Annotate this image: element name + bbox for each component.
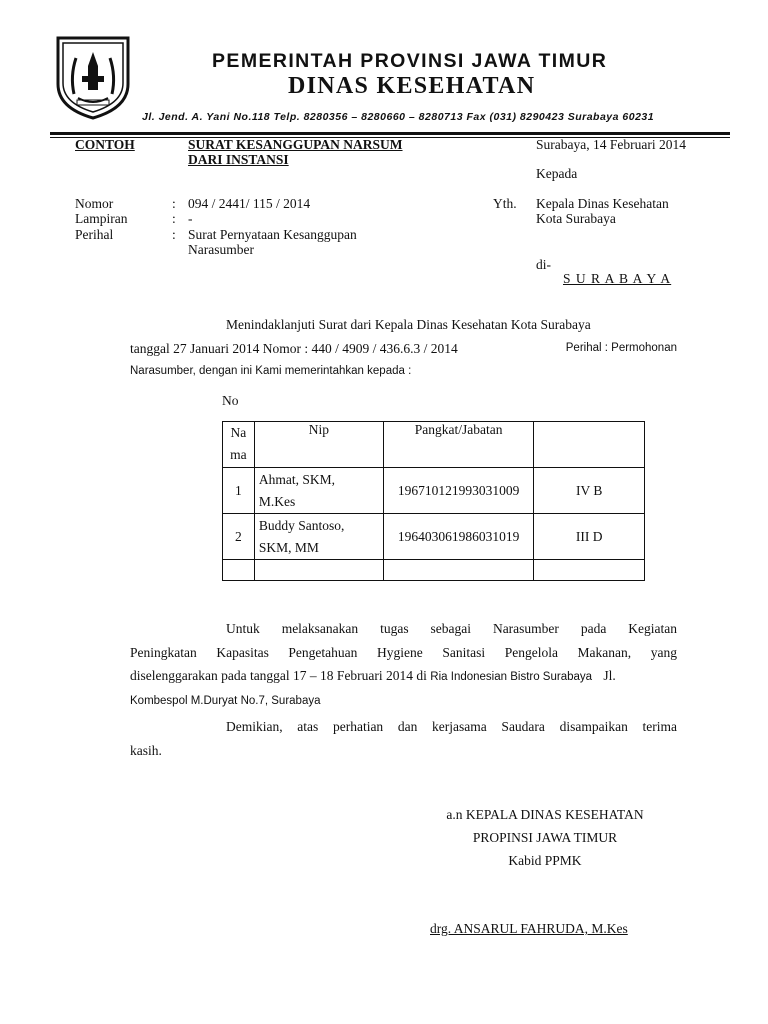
closing-paragraph (130, 715, 677, 762)
government-title: PEMERINTAH PROVINSI JAWA TIMUR (212, 50, 608, 72)
task-line3 (130, 664, 677, 690)
assigned-staff-table (222, 421, 645, 581)
opening-line3: Narasumber, dengan ini Kami memerintahkan kepada : (130, 365, 412, 377)
task-line2: Peningkatan Kapasitas Pengetahuan Hygiene Sanitasi Pengelola Makanan, yang (130, 644, 677, 660)
row-nip: 196710121993031009 (383, 468, 533, 514)
example-label: CONTOH (75, 137, 135, 152)
row-rank: III D (534, 514, 645, 560)
task-line3-date: diselenggarakan pada tanggal 17 – 18 Februari 2014 di (130, 668, 427, 683)
header-nip: Nip (254, 422, 383, 468)
recipient-line2: Kota Surabaya (536, 211, 616, 226)
signature-line3: Kabid PPMK (508, 853, 582, 868)
closing-line1: Demikian, atas perhatian dan kerjasama Saudara disampaikan terima (226, 719, 677, 734)
table-row (223, 468, 645, 514)
signature-line1: a.n KEPALA DINAS KESEHATAN (446, 807, 644, 822)
letterhead-address: Jl. Jend. A. Yani No.118 Telp. 8280356 – 8280660 – 8280713 Fax (031) 8290423 Surabaya 60231 (142, 111, 655, 123)
yth-label: Yth. (493, 196, 517, 211)
nomor-colon: : (172, 196, 176, 211)
task-line3-street: Jl. (603, 668, 616, 683)
perihal-value-line1: Surat Pernyataan Kesanggupan (188, 227, 357, 242)
empty-cell (534, 560, 645, 581)
header-name-line1: Na (230, 425, 247, 440)
perihal-label: Perihal (75, 227, 114, 242)
row-name (254, 514, 383, 560)
header-name-line2: ma (230, 447, 247, 462)
row-name-line2: M.Kes (258, 493, 296, 509)
table-header-row (223, 422, 645, 468)
opening-line1: Menindaklanjuti Surat dari Kepala Dinas Kesehatan Kota Surabaya (226, 317, 591, 332)
recipient-di: di- (536, 257, 551, 272)
east-java-emblem-logo (52, 32, 134, 120)
row-number: 2 (223, 514, 255, 560)
nomor-value: 094 / 2441/ 115 / 2014 (188, 196, 311, 211)
task-line4: Kombespol M.Duryat No.7, Surabaya (130, 694, 321, 707)
header-name-col (223, 422, 255, 468)
letterhead-rule-thick (50, 132, 730, 135)
recipient-line1: Kepala Dinas Kesehatan (536, 196, 669, 211)
task-paragraph (130, 617, 677, 713)
lampiran-label: Lampiran (75, 211, 128, 226)
place-date: Surabaya, 14 Februari 2014 (536, 137, 686, 152)
row-rank: IV B (534, 468, 645, 514)
task-line1: Untuk melaksanakan tugas sebagai Narasumber pada Kegiatan (226, 621, 677, 636)
empty-cell (383, 560, 533, 581)
subject-title-line1: SURAT KESANGGUPAN NARSUM (188, 137, 403, 152)
perihal-value-line2: Narasumber (188, 242, 254, 257)
header-empty (534, 422, 645, 468)
row-name-line1: Ahmat, SKM, (258, 471, 335, 487)
row-name-line2: SKM, MM (258, 539, 319, 555)
opening-line2-ref: tanggal 27 Januari 2014 Nomor : 440 / 4909 / 436.6.3 / 2014 (130, 340, 458, 356)
opening-paragraph (130, 313, 677, 384)
row-name-line1: Buddy Santoso, (258, 517, 345, 533)
perihal-colon: : (172, 227, 176, 242)
empty-cell (254, 560, 383, 581)
closing-line2: kasih. (130, 742, 162, 758)
table-row-empty (223, 560, 645, 581)
recipient-city: S U R A B A Y A (563, 271, 672, 286)
task-line3-venue: Ria Indonesian Bistro Surabaya (430, 671, 593, 683)
row-number: 1 (223, 468, 255, 514)
subject-title-line2: DARI INSTANSI (188, 152, 289, 167)
lampiran-value: - (188, 211, 193, 226)
department-title: DINAS KESEHATAN (288, 73, 536, 99)
row-name (254, 468, 383, 514)
row-nip: 196403061986031019 (383, 514, 533, 560)
signature-line2: PROPINSI JAWA TIMUR (472, 830, 618, 845)
header-rank: Pangkat/Jabatan (383, 422, 533, 468)
nomor-label: Nomor (75, 196, 114, 211)
signatory-name: drg. ANSARUL FAHRUDA, M.Kes (430, 921, 628, 936)
kepada-label: Kepada (536, 166, 578, 181)
table-no-label: No (222, 393, 239, 408)
opening-line2-perihal: Perihal : Permohonan (565, 341, 677, 354)
empty-cell (223, 560, 255, 581)
lampiran-colon: : (172, 211, 176, 226)
table-row (223, 514, 645, 560)
